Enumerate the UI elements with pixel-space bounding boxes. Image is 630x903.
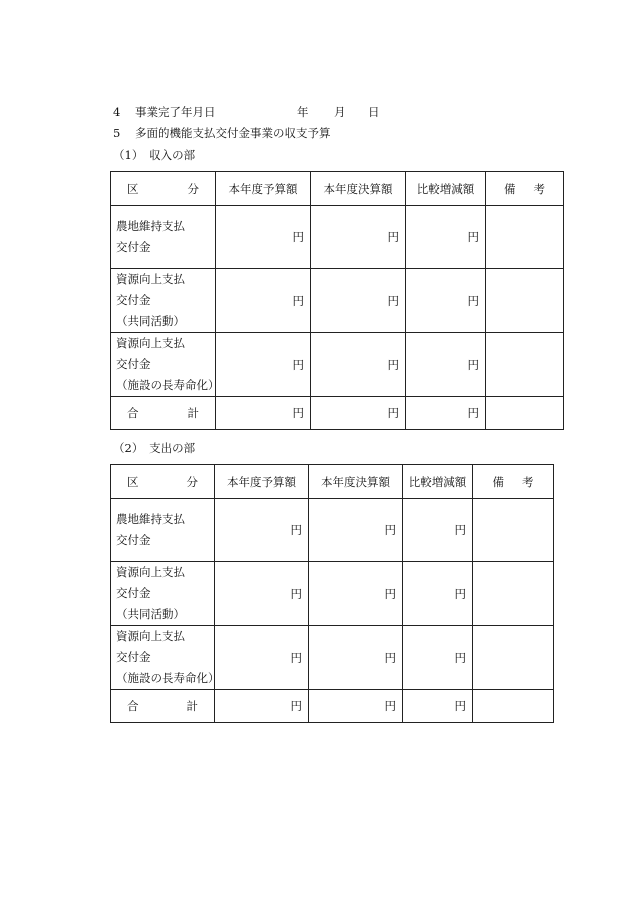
amount-cell: 円 <box>406 269 486 333</box>
amount-cell: 円 <box>403 626 473 690</box>
row-label: 農地維持支払 交付金 <box>111 206 216 269</box>
total-label: 合 計 <box>111 690 215 723</box>
row-label: 資源向上支払 交付金 （共同活動） <box>111 269 216 333</box>
header-kubun: 区 分 <box>111 465 215 499</box>
remarks-cell <box>486 397 564 430</box>
remarks-cell <box>473 626 554 690</box>
amount-cell: 円 <box>406 397 486 430</box>
amount-cell: 円 <box>406 333 486 397</box>
header-budget: 本年度予算額 <box>215 465 309 499</box>
item5-line <box>113 125 331 141</box>
amount-cell: 円 <box>311 397 406 430</box>
table-row <box>111 626 554 690</box>
row-label: 農地維持支払 交付金 <box>111 499 215 562</box>
row-label: 資源向上支払 交付金 （共同活動） <box>111 562 215 626</box>
section2-title: （2） 支出の部 <box>113 441 196 455</box>
row-label: 資源向上支払 交付金 （施設の長寿命化） <box>111 333 216 397</box>
amount-cell: 円 <box>309 690 403 723</box>
amount-cell: 円 <box>403 690 473 723</box>
row-label: 資源向上支払 交付金 （施設の長寿命化） <box>111 626 215 690</box>
amount-cell: 円 <box>215 499 309 562</box>
table-row <box>111 562 554 626</box>
header-difference: 比較増減額 <box>403 465 473 499</box>
section1-title: （1） 収入の部 <box>113 148 196 162</box>
header-difference: 比較増減額 <box>406 172 486 206</box>
total-label: 合 計 <box>111 397 216 430</box>
header-kubun: 区 分 <box>111 172 216 206</box>
amount-cell: 円 <box>403 562 473 626</box>
table-row <box>111 269 564 333</box>
header-settlement: 本年度決算額 <box>311 172 406 206</box>
amount-cell: 円 <box>216 397 311 430</box>
item4-label: 事業完了年月日 <box>135 105 216 119</box>
amount-cell: 円 <box>309 499 403 562</box>
amount-cell: 円 <box>309 562 403 626</box>
item4-year: 年 <box>297 105 309 119</box>
amount-cell: 円 <box>406 206 486 269</box>
item4-line <box>113 104 216 120</box>
item4-number: 4 <box>113 105 121 119</box>
amount-cell: 円 <box>311 269 406 333</box>
expense-header-row <box>111 465 554 499</box>
total-row <box>111 397 564 430</box>
item4-month: 月 <box>334 105 346 119</box>
amount-cell: 円 <box>311 206 406 269</box>
table-row <box>111 333 564 397</box>
amount-cell: 円 <box>216 333 311 397</box>
income-table <box>110 171 564 430</box>
header-remarks: 備 考 <box>473 465 554 499</box>
item5-number: 5 <box>113 126 121 140</box>
amount-cell: 円 <box>215 690 309 723</box>
remarks-cell <box>473 499 554 562</box>
remarks-cell <box>473 690 554 723</box>
income-header-row <box>111 172 564 206</box>
remarks-cell <box>473 562 554 626</box>
amount-cell: 円 <box>216 269 311 333</box>
amount-cell: 円 <box>311 333 406 397</box>
amount-cell: 円 <box>215 626 309 690</box>
amount-cell: 円 <box>216 206 311 269</box>
table-row <box>111 206 564 269</box>
amount-cell: 円 <box>403 499 473 562</box>
expense-table <box>110 464 554 723</box>
remarks-cell <box>486 269 564 333</box>
item4-day: 日 <box>368 105 380 119</box>
amount-cell: 円 <box>215 562 309 626</box>
remarks-cell <box>486 333 564 397</box>
total-row <box>111 690 554 723</box>
header-settlement: 本年度決算額 <box>309 465 403 499</box>
header-remarks: 備 考 <box>486 172 564 206</box>
table-row <box>111 499 554 562</box>
header-budget: 本年度予算額 <box>216 172 311 206</box>
amount-cell: 円 <box>309 626 403 690</box>
remarks-cell <box>486 206 564 269</box>
item5-label: 多面的機能支払交付金事業の収支予算 <box>135 126 331 140</box>
